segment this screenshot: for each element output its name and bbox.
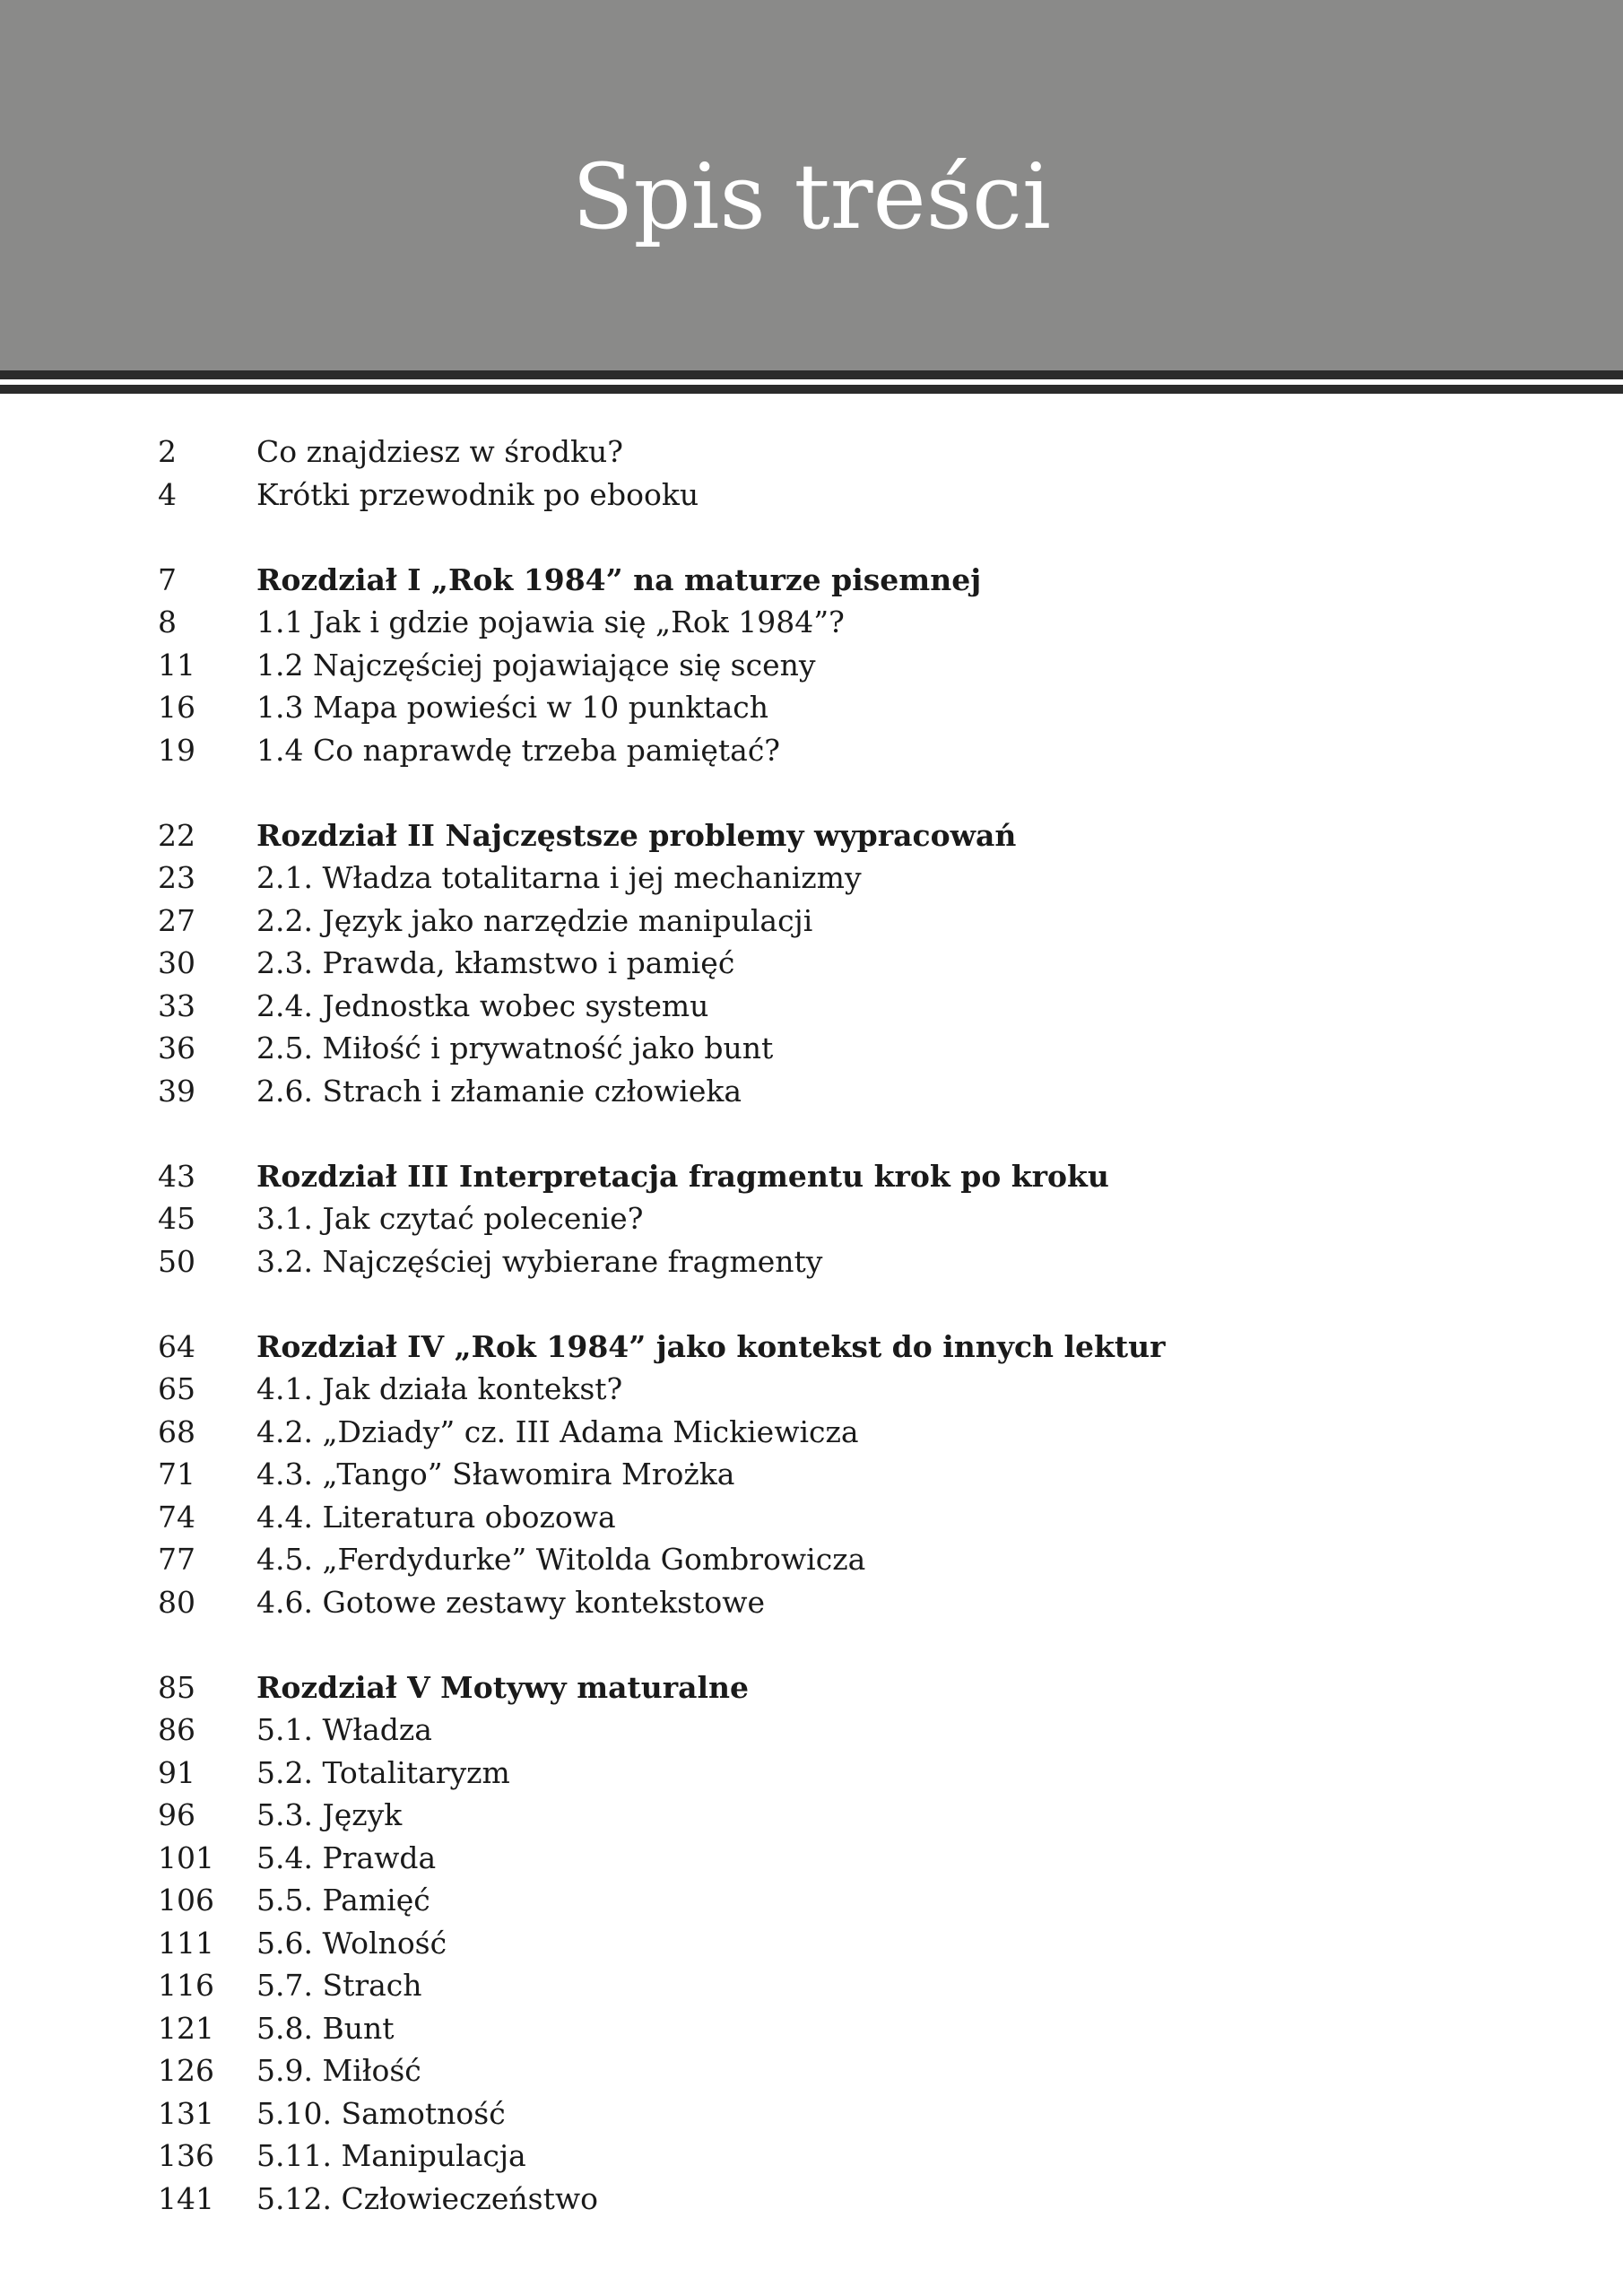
toc-page-number: 91 <box>158 1754 195 1790</box>
toc-page-number: 16 <box>158 690 195 725</box>
toc-entry-title: 5.10. Samotność <box>256 2095 506 2131</box>
toc-page-number: 36 <box>158 1031 195 1065</box>
toc-entry[interactable] <box>158 857 1503 900</box>
toc-entry-title: Rozdział I „Rok 1984” na maturze pisemnej <box>256 561 982 597</box>
toc-entry[interactable] <box>158 2178 1503 2221</box>
toc-entry[interactable] <box>158 1879 1503 1922</box>
toc-entry-title: 5.5. Pamięć <box>256 1883 430 1918</box>
toc-entry-title: Co znajdziesz w środku? <box>256 434 623 469</box>
toc-entry[interactable] <box>158 1240 1503 1283</box>
toc-entry-title: 2.6. Strach i złamanie człowieka <box>256 1073 742 1109</box>
toc-page-number: 116 <box>158 1968 214 2003</box>
toc-entry[interactable] <box>158 1027 1503 1070</box>
toc-entry[interactable] <box>158 1964 1503 2007</box>
toc-page-number: 71 <box>158 1457 195 1492</box>
toc-page-number: 4 <box>158 476 177 512</box>
toc-entry-title: 4.5. „Ferdydurke” Witolda Gombrowicza <box>256 1542 866 1577</box>
toc-entry[interactable] <box>158 942 1503 985</box>
toc-entry-title: 5.3. Język <box>256 1797 403 1832</box>
toc-page-number: 136 <box>158 2138 214 2173</box>
toc-page-number: 106 <box>158 1883 214 1918</box>
toc-entry-title: 3.2. Najczęściej wybierane fragmenty <box>256 1243 823 1279</box>
toc-entry-title: 2.1. Władza totalitarna i jej mechanizmy <box>256 860 862 895</box>
toc-entry[interactable] <box>158 686 1503 729</box>
toc-page-number: 8 <box>158 604 177 639</box>
toc-page-number: 141 <box>158 2180 214 2216</box>
toc-page-number: 19 <box>158 732 195 768</box>
toc-page-number: 27 <box>158 902 195 938</box>
toc-entry[interactable] <box>158 1538 1503 1581</box>
toc-entry-title: 5.11. Manipulacja <box>256 2138 526 2173</box>
table-of-contents <box>158 430 1503 2263</box>
toc-entry-title: 1.4 Co naprawdę trzeba pamiętać? <box>256 732 780 768</box>
toc-entry[interactable] <box>158 2135 1503 2178</box>
toc-page-number: 126 <box>158 2053 214 2088</box>
toc-page-number: 121 <box>158 2010 214 2046</box>
toc-entry[interactable] <box>158 1837 1503 1880</box>
toc-entry-title: 4.4. Literatura obozowa <box>256 1499 616 1535</box>
toc-entry-title: Rozdział IV „Rok 1984” jako kontekst do innych lektur <box>256 1328 1166 1364</box>
toc-page-number: 64 <box>158 1328 195 1364</box>
toc-entry-title: 4.6. Gotowe zestawy kontekstowe <box>256 1584 765 1620</box>
toc-page-number: 2 <box>158 434 177 469</box>
toc-page-number: 80 <box>158 1584 195 1620</box>
toc-entry[interactable] <box>158 1794 1503 1837</box>
toc-page-number: 101 <box>158 1839 214 1875</box>
toc-group <box>158 1155 1503 1283</box>
toc-page-number: 50 <box>158 1243 195 1279</box>
toc-page-number: 74 <box>158 1499 195 1535</box>
toc-entry[interactable] <box>158 1496 1503 1539</box>
toc-entry-title: 5.4. Prawda <box>256 1839 437 1875</box>
toc-page-number: 39 <box>158 1073 195 1109</box>
toc-entry-title: 2.2. Język jako narzędzie manipulacji <box>256 902 813 938</box>
toc-entry-title: 4.1. Jak działa kontekst? <box>256 1371 623 1406</box>
toc-entry[interactable] <box>158 1368 1503 1411</box>
toc-entry[interactable] <box>158 601 1503 644</box>
toc-entry[interactable] <box>158 729 1503 772</box>
toc-chapter-heading[interactable] <box>158 1326 1503 1369</box>
header-banner <box>0 0 1623 370</box>
header-divider-thin <box>0 385 1623 394</box>
toc-entry-title: 5.7. Strach <box>256 1968 422 2003</box>
toc-entry[interactable] <box>158 1709 1503 1752</box>
toc-chapter-heading[interactable] <box>158 1155 1503 1198</box>
toc-entry[interactable] <box>158 1922 1503 1965</box>
toc-entry[interactable] <box>158 2007 1503 2050</box>
toc-entry-title: 4.3. „Tango” Sławomira Mrożka <box>256 1457 735 1492</box>
toc-entry[interactable] <box>158 1581 1503 1624</box>
toc-entry[interactable] <box>158 1070 1503 1113</box>
toc-entry[interactable] <box>158 1197 1503 1240</box>
toc-entry-title: 5.6. Wolność <box>256 1925 447 1961</box>
toc-page-number: 30 <box>158 945 195 980</box>
toc-entry[interactable] <box>158 1453 1503 1496</box>
toc-chapter-heading[interactable] <box>158 814 1503 857</box>
toc-group <box>158 814 1503 1113</box>
toc-entry-title: 5.2. Totalitaryzm <box>256 1754 510 1790</box>
toc-entry[interactable] <box>158 1752 1503 1795</box>
toc-page-number: 85 <box>158 1669 195 1705</box>
toc-entry-title: 1.2 Najczęściej pojawiające się sceny <box>256 647 816 683</box>
toc-entry-title: 1.1 Jak i gdzie pojawia się „Rok 1984”? <box>256 604 845 639</box>
toc-entry-title: Rozdział V Motywy maturalne <box>256 1669 750 1705</box>
toc-group <box>158 1666 1503 2221</box>
toc-entry[interactable] <box>158 985 1503 1028</box>
toc-entry-title: 2.5. Miłość i prywatność jako bunt <box>256 1031 774 1065</box>
toc-page-number: 11 <box>158 647 195 683</box>
toc-page-number: 22 <box>158 817 195 853</box>
toc-entry-title: 5.12. Człowieczeństwo <box>256 2180 598 2216</box>
toc-page-number: 7 <box>158 561 177 597</box>
toc-page-number: 68 <box>158 1413 195 1449</box>
toc-group <box>158 430 1503 516</box>
toc-page-number: 23 <box>158 860 195 895</box>
toc-entry-title: 5.9. Miłość <box>256 2053 421 2088</box>
toc-chapter-heading[interactable] <box>158 1666 1503 1709</box>
toc-entry-title: 1.3 Mapa powieści w 10 punktach <box>256 690 769 725</box>
toc-entry-title: 5.1. Władza <box>256 1712 432 1747</box>
toc-entry[interactable] <box>158 2049 1503 2092</box>
toc-entry[interactable] <box>158 644 1503 687</box>
toc-page-number: 33 <box>158 987 195 1023</box>
toc-page-number: 45 <box>158 1201 195 1236</box>
header-divider-thick <box>0 370 1623 379</box>
toc-page-number: 43 <box>158 1158 195 1194</box>
toc-entry-title: 4.2. „Dziady” cz. III Adama Mickiewicza <box>256 1413 859 1449</box>
toc-entry[interactable] <box>158 430 1503 474</box>
toc-entry-title: 3.1. Jak czytać polecenie? <box>256 1201 644 1236</box>
toc-entry-title: Rozdział III Interpretacja fragmentu krok po kroku <box>256 1158 1109 1194</box>
page-title: Spis treści <box>571 144 1052 249</box>
toc-entry-title: Krótki przewodnik po ebooku <box>256 476 699 512</box>
toc-page-number: 96 <box>158 1797 195 1832</box>
toc-chapter-heading[interactable] <box>158 559 1503 602</box>
toc-page-number: 65 <box>158 1371 195 1406</box>
toc-page-number: 131 <box>158 2095 214 2131</box>
toc-group <box>158 559 1503 772</box>
toc-entry[interactable] <box>158 474 1503 517</box>
toc-group <box>158 1326 1503 1624</box>
toc-entry[interactable] <box>158 900 1503 943</box>
toc-entry[interactable] <box>158 2092 1503 2135</box>
toc-page-number: 77 <box>158 1542 195 1577</box>
toc-entry-title: Rozdział II Najczęstsze problemy wypracowań <box>256 817 1017 853</box>
toc-page-number: 86 <box>158 1712 195 1747</box>
toc-entry[interactable] <box>158 1411 1503 1454</box>
toc-entry-title: 2.3. Prawda, kłamstwo i pamięć <box>256 945 735 980</box>
toc-page-number: 111 <box>158 1925 214 1961</box>
toc-entry-title: 5.8. Bunt <box>256 2010 395 2046</box>
toc-entry-title: 2.4. Jednostka wobec systemu <box>256 987 709 1023</box>
